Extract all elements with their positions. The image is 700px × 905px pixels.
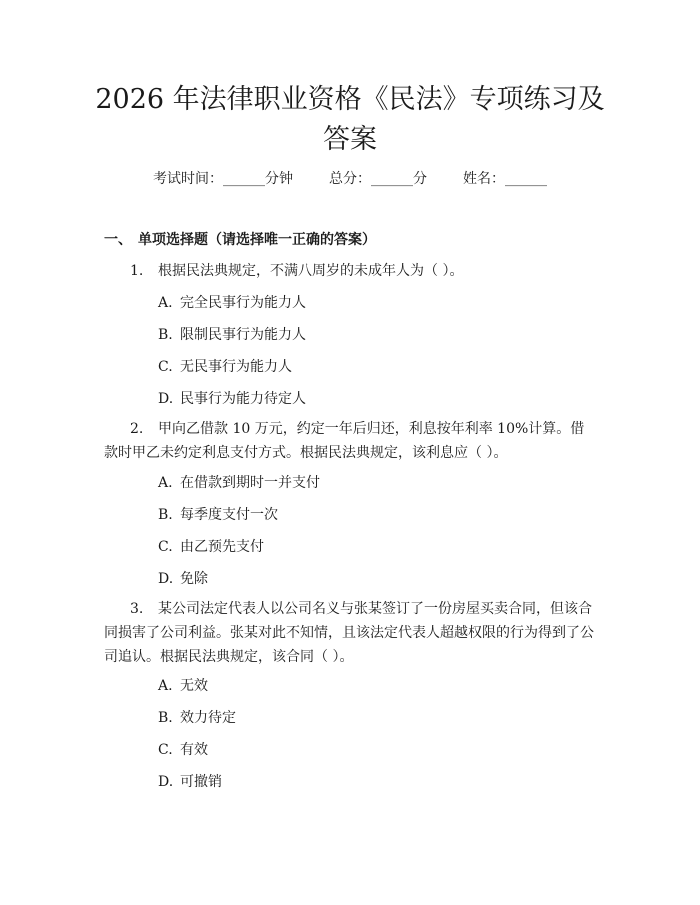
option-text: 限制民事行为能力人 bbox=[180, 327, 306, 343]
option-label: C. bbox=[158, 359, 173, 375]
option-label: A. bbox=[158, 678, 173, 694]
question-3-text: 某公司法定代表人以公司名义与张某签订了一份房屋买卖合同，但该合同损害了公司利益。张某对此不知情，且该法定代表人超越权限的行为得到了公司追认。根据民法典规定，该合同（ ）。 bbox=[104, 601, 594, 665]
section-heading bbox=[104, 229, 376, 249]
question-2-option-a bbox=[158, 472, 320, 492]
question-3-stem bbox=[104, 597, 594, 669]
question-1-option-a bbox=[158, 292, 306, 312]
option-label: B. bbox=[158, 507, 173, 523]
option-label: D. bbox=[158, 774, 174, 790]
option-label: B. bbox=[158, 710, 173, 726]
question-3-option-a bbox=[158, 675, 208, 695]
option-label: D. bbox=[158, 391, 174, 407]
section-number: 一、 bbox=[104, 232, 132, 248]
option-label: C. bbox=[158, 539, 173, 555]
question-2-text: 甲向乙借款 10 万元，约定一年后归还，利息按年利率 10%计算。借款时甲乙未约定利息支付方式。根据民法典规定，该利息应（ ）。 bbox=[104, 421, 585, 461]
option-label: D. bbox=[158, 571, 174, 587]
name-blank: ______ bbox=[505, 171, 547, 187]
total-score-label: 总分： bbox=[329, 171, 371, 187]
option-text: 无效 bbox=[180, 678, 208, 694]
option-label: C. bbox=[158, 742, 173, 758]
question-1-option-b bbox=[158, 324, 306, 344]
question-1-option-c bbox=[158, 356, 292, 376]
question-1-stem bbox=[104, 259, 594, 283]
page-title: 2026 年法律职业资格《民法》专项练习及答案 bbox=[95, 84, 605, 155]
question-3-option-c bbox=[158, 739, 208, 759]
option-label: A. bbox=[158, 475, 173, 491]
section-title: 单项选择题（请选择唯一正确的答案） bbox=[138, 232, 376, 248]
total-score-blank: ______ bbox=[371, 171, 413, 187]
question-2-option-b bbox=[158, 504, 278, 524]
question-2-option-c bbox=[158, 536, 264, 556]
question-3-option-d bbox=[158, 771, 222, 791]
option-text: 无民事行为能力人 bbox=[180, 359, 292, 375]
option-text: 完全民事行为能力人 bbox=[180, 295, 306, 311]
option-text: 每季度支付一次 bbox=[180, 507, 278, 523]
question-2-stem bbox=[104, 417, 594, 465]
exam-info bbox=[0, 168, 700, 188]
option-text: 免除 bbox=[180, 571, 208, 587]
question-1-number: 1. bbox=[130, 263, 144, 279]
option-text: 效力待定 bbox=[180, 710, 236, 726]
option-text: 有效 bbox=[180, 742, 208, 758]
question-2-option-d bbox=[158, 568, 208, 588]
name-label: 姓名： bbox=[463, 171, 505, 187]
total-score-unit: 分 bbox=[413, 171, 427, 187]
exam-time-blank: ______ bbox=[223, 171, 265, 187]
question-3-option-b bbox=[158, 707, 236, 727]
option-text: 可撤销 bbox=[180, 774, 222, 790]
question-1-option-d bbox=[158, 388, 306, 408]
exam-time-label: 考试时间： bbox=[153, 171, 223, 187]
question-3-number: 3. bbox=[130, 601, 144, 617]
question-2-number: 2. bbox=[130, 421, 144, 437]
option-label: A. bbox=[158, 295, 173, 311]
option-text: 在借款到期时一并支付 bbox=[180, 475, 320, 491]
question-1-text: 根据民法典规定，不满八周岁的未成年人为（ ）。 bbox=[158, 263, 464, 279]
exam-time-unit: 分钟 bbox=[265, 171, 293, 187]
option-label: B. bbox=[158, 327, 173, 343]
option-text: 民事行为能力待定人 bbox=[180, 391, 306, 407]
option-text: 由乙预先支付 bbox=[180, 539, 264, 555]
